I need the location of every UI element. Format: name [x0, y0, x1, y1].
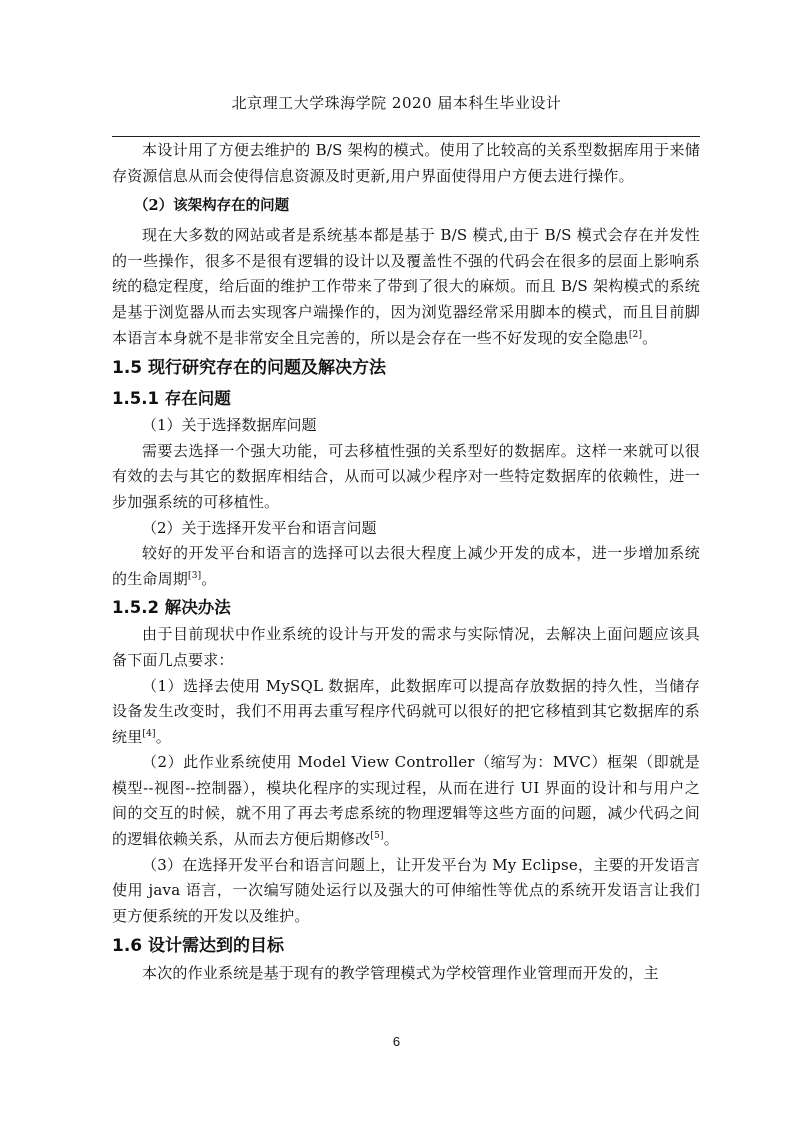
section-heading-1-6: 1.6 设计需达到的目标 [112, 936, 285, 957]
paragraph-database-problem: 需要去选择一个强大功能，可去移植性强的关系型好的数据库。这样一来就可以很有效的去与其它的数据库相结合，从而可以减少程序对一些特定数据库的依赖性，进一步加强系统的可移植性。 [112, 441, 700, 511]
paragraph-solution-platform: （3）在选择开发平台和语言问题上，让开发平台为 My Eclipse，主要的开发语言使用 java 语言，一次编写随处运行以及强大的可伸缩性等优点的系统开发语言让我们更方便系统的开发以及维护。 [112, 855, 700, 925]
list-item-database-problem: （1）关于选择数据库问题 [142, 416, 317, 435]
paragraph-architecture-problems: 现在大多数的网站或者是系统基本都是基于 B/S 模式,由于 B/S 模式会存在并发性的一些操作，很多不是很有逻辑的设计以及覆盖性不强的代码会在很多的层面上影响系统的稳定程度，给后面的维护工作带来了带到了很大的麻烦。而且 B/S 架构模式的系统是基于浏览器从而去实现客户端操作的，因为浏览器经常采用脚本的模式，而且目前脚本语言本身就不是非常安全且完善的，所以是会存在一些不好发现的安全隐患[2]。 [112, 226, 700, 347]
section-heading-1-5-2: 1.5.2 解决办法 [112, 598, 231, 618]
subheading-architecture-problems: （2）该架构存在的问题 [134, 197, 290, 215]
paragraph-bs-architecture: 本设计用了方便去维护的 B/S 架构的模式。使用了比较高的关系型数据库用于来储存资源信息从而会使得信息资源及时更新,用户界面使得用户方便去进行操作。 [112, 141, 700, 185]
page-number: 6 [392, 1034, 401, 1049]
page-header: 北京理工大学珠海学院 2020 届本科生毕业设计 [231, 94, 562, 112]
paragraph-design-goals: 本次的作业系统是基于现有的教学管理模式为学校管理作业管理而开发的，主 [142, 964, 659, 983]
header-rule [112, 136, 700, 137]
citation-ref: [3] [188, 570, 202, 581]
list-item-platform-problem: （2）关于选择开发平台和语言问题 [142, 518, 377, 537]
paragraph-solution-intro: 由于目前现状中作业系统的设计与开发的需求与实际情况，去解决上面问题应该具备下面几点要求： [112, 625, 700, 669]
citation-ref: [2] [628, 329, 643, 340]
section-heading-1-5-1: 1.5.1 存在问题 [112, 389, 231, 409]
citation-ref: [5] [370, 831, 384, 842]
paragraph-platform-problem: 较好的开发平台和语言的选择可以去很大程度上减少开发的成本，进一步增加系统的生命周期[3]。 [112, 544, 700, 588]
page-body [112, 138, 700, 987]
paragraph-solution-mysql: （1）选择去使用 MySQL 数据库，此数据库可以提高存放数据的持久性，当储存设备发生改变时，我们不用再去重写程序代码就可以很好的把它移植到其它数据库的系统里[4]。 [112, 676, 700, 746]
section-heading-1-5: 1.5 现行研究存在的问题及解决方法 [112, 358, 387, 379]
citation-ref: [4] [142, 728, 156, 739]
paragraph-solution-mvc: （2）此作业系统使用 Model View Controller（缩写为：MVC）框架（即就是模型--视图--控制器），模块化程序的实现过程，从而在进行 UI 界面的设计和与用户之间的交互的时候，就不用了再去考虑系统的物理逻辑等这些方面的问题，减少代码之间的逻辑依赖关系，从而去方便后期修改[5]。 [112, 753, 700, 849]
